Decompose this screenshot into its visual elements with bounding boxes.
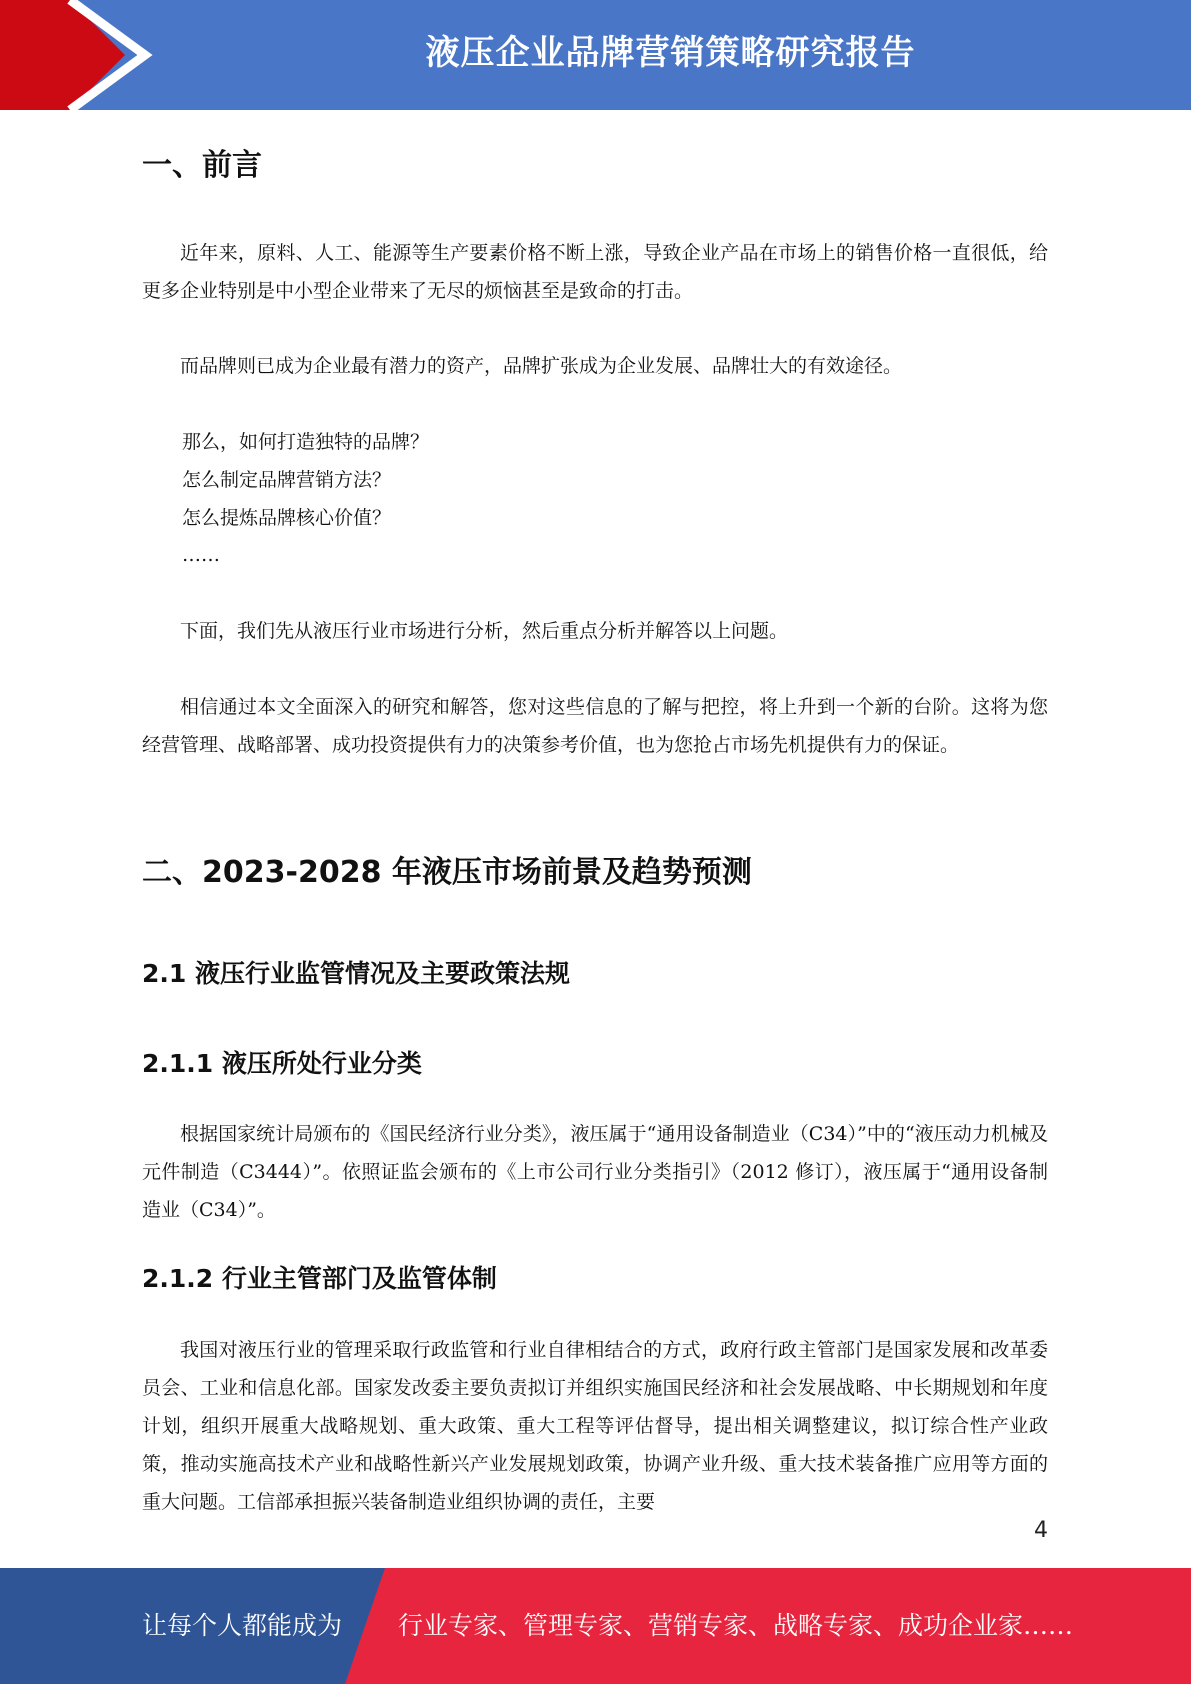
paragraph: 而品牌则已成为企业最有潜力的资产，品牌扩张成为企业发展、品牌壮大的有效途径。 bbox=[180, 355, 903, 377]
ellipsis-line: …… bbox=[182, 544, 220, 566]
paragraph: 近年来，原料、人工、能源等生产要素价格不断上涨，导致企业产品在市场上的销售价格一直很低，给更多企业特别是中小型企业带来了无尽的烦恼甚至是致命的打击。 bbox=[142, 242, 1048, 302]
page-number: 4 bbox=[1034, 1518, 1048, 1543]
footer-slogan-right: 行业专家、管理专家、营销专家、战略专家、成功企业家…… bbox=[398, 1611, 1074, 1640]
footer-banner bbox=[0, 1568, 1191, 1684]
paragraph: 相信通过本文全面深入的研究和解答，您对这些信息的了解与把控，将上升到一个新的台阶。这将为您经营管理、战略部署、成功投资提供有力的决策参考价值，也为您抢占市场先机提供有力的保证。 bbox=[142, 696, 1048, 756]
subsection-heading: 2.1.1 液压所处行业分类 bbox=[142, 1049, 422, 1078]
subsection-heading: 2.1.2 行业主管部门及监管体制 bbox=[142, 1264, 497, 1293]
paragraph: 下面，我们先从液压行业市场进行分析，然后重点分析并解答以上问题。 bbox=[180, 620, 789, 642]
question-line: 怎么提炼品牌核心价值？ bbox=[182, 507, 392, 529]
report-title: 液压企业品牌营销策略研究报告 bbox=[425, 33, 916, 73]
header-arrow-decoration bbox=[0, 0, 160, 110]
question-line: 那么，如何打造独特的品牌？ bbox=[182, 431, 430, 453]
paragraph: 根据国家统计局颁布的《国民经济行业分类》，液压属于“通用设备制造业（C34）”中的“液压动力机械及元件制造（C3444）”。依照证监会颁布的《上市公司行业分类指引》（2012 修订），液压属于“通用设备制造业（C34）”。 bbox=[142, 1123, 1048, 1221]
paragraph: 我国对液压行业的管理采取行政监管和行业自律相结合的方式，政府行政主管部门是国家发展和改革委员会、工业和信息化部。国家发改委主要负责拟订并组织实施国民经济和社会发展战略、中长期规划和年度计划，组织开展重大战略规划、重大政策、重大工程等评估督导，提出相关调整建议，拟订综合性产业政策，推动实施高技术产业和战略性新兴产业发展规划政策，协调产业升级、重大技术装备推广应用等方面的重大问题。工信部承担振兴装备制造业组织协调的责任，主要 bbox=[142, 1339, 1048, 1513]
question-line: 怎么制定品牌营销方法？ bbox=[182, 469, 392, 491]
header-banner bbox=[0, 0, 1191, 110]
subsection-heading: 2.1 液压行业监管情况及主要政策法规 bbox=[142, 959, 570, 988]
section-heading-preface: 一、前言 bbox=[142, 148, 262, 183]
section-heading-forecast: 二、2023-2028 年液压市场前景及趋势预测 bbox=[142, 855, 752, 890]
footer-slogan-left: 让每个人都能成为 bbox=[142, 1611, 343, 1640]
